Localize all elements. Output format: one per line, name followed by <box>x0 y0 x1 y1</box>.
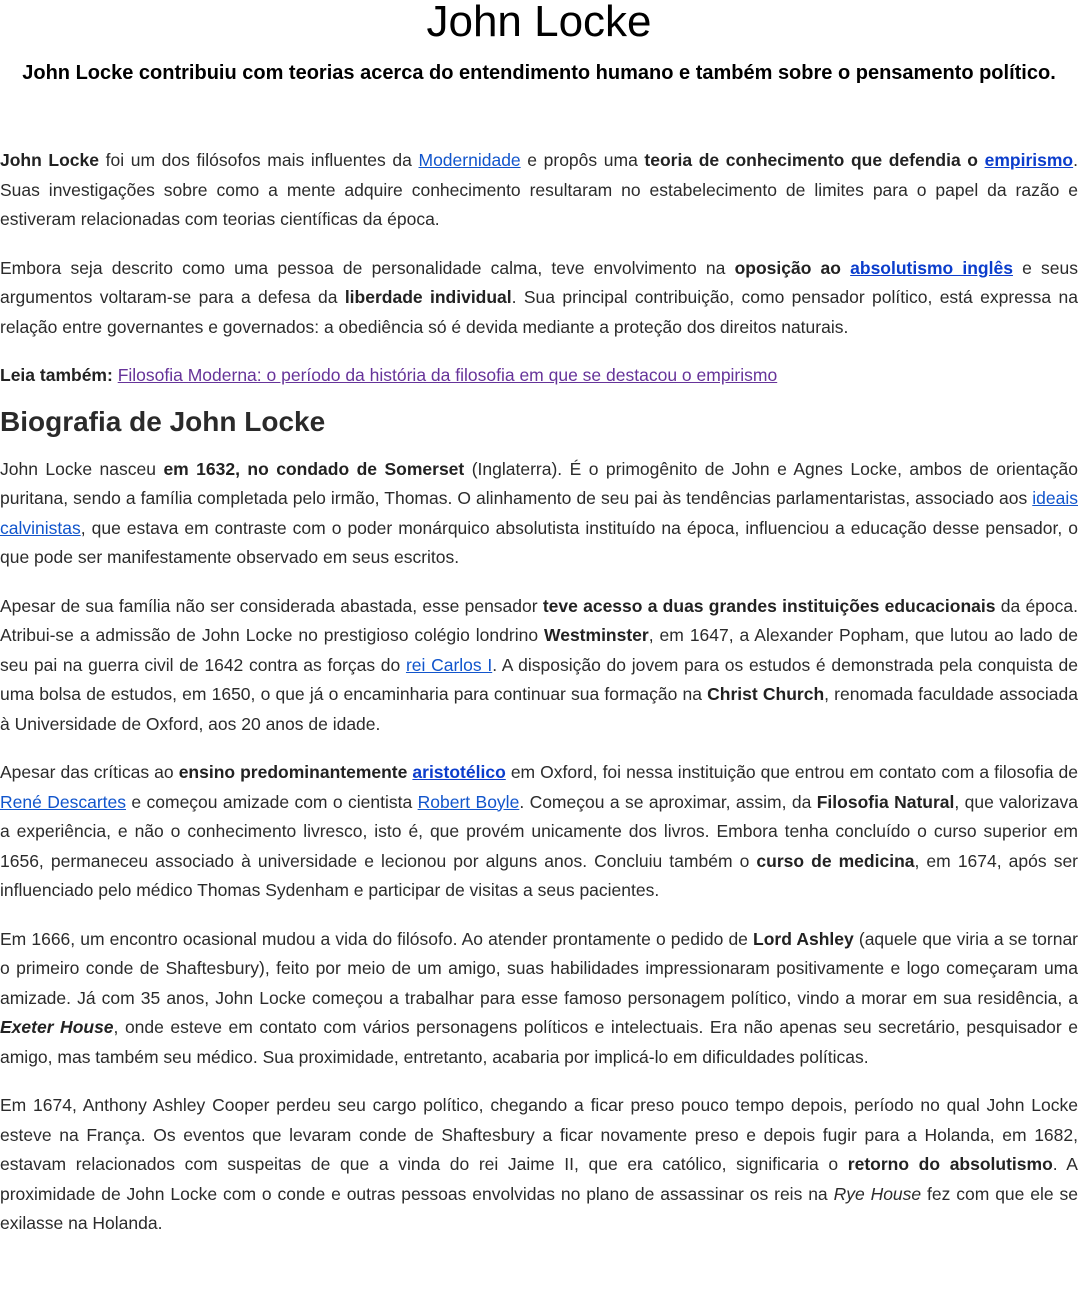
text: e propôs uma <box>520 150 645 170</box>
bold-text: curso de medicina <box>756 850 915 871</box>
link-robert-boyle[interactable]: Robert Boyle <box>417 791 520 812</box>
link-aristotelico[interactable]: aristotélico <box>412 762 506 782</box>
bio-paragraph-5 <box>0 1091 1078 1239</box>
bold-text: teve acesso a duas grandes instituições educacionais <box>542 595 996 616</box>
text: , onde esteve em contato com vários personagens políticos e intelectuais. Era não apenas seu secretário, pesquisador e amigo, mas também seu médico. Sua proximidade, entretanto, acabaria por implicá-lo em dificuldades políticas. <box>0 1017 1078 1067</box>
intro-paragraph-2 <box>0 254 1078 343</box>
text: e seus argumentos voltaram-se para a defesa da <box>0 257 1078 307</box>
text: Apesar das críticas ao <box>0 762 179 782</box>
text: , que valorizava a experiência, e não o conhecimento livresco, isto é, que provém unicamente dos livros. Embora tenha concluído o curso superior em 1656, permaneceu associado à universidade e lecionou por alguns anos. Concluiu também o <box>0 791 1078 871</box>
bold-text: Westminster <box>544 625 649 645</box>
link-empirismo[interactable]: empirismo <box>984 150 1074 170</box>
bold-text: Christ Church <box>707 684 825 704</box>
section-heading-biografia: Biografia de John Locke <box>0 405 326 437</box>
text: (Inglaterra). É o primogênito de John e Agnes Locke, ambos de orientação puritana, sendo a família completada pelo irmão, Thomas. O alinhamento de seu pai às tendências parlamentaristas, associado aos <box>0 458 1078 508</box>
bold-text: liberdade individual <box>344 287 512 307</box>
bio-paragraph-1 <box>0 455 1078 573</box>
read-also-label: Leia também: <box>0 365 113 385</box>
bold-text: teoria de conhecimento que defendia o <box>644 150 985 170</box>
text: da época. Atribui-se a admissão de John Locke no prestigioso colégio londrino <box>0 595 1078 645</box>
link-absolutismo-ingles[interactable]: absolutismo inglês <box>850 257 1013 278</box>
bio-paragraph-4 <box>0 925 1078 1073</box>
link-rene-descartes[interactable]: René Descartes <box>0 791 126 812</box>
bold-text: Lord Ashley <box>753 928 854 949</box>
text: . Suas investigações sobre como a mente adquire conhecimento resultaram no estabelecimento de limites para o papel da razão e estiveram relacionadas com teorias científicas da época. <box>0 150 1078 229</box>
bold-text: Filosofia Natural <box>816 791 955 812</box>
text: Apesar de sua família não ser considerada abastada, esse pensador <box>0 595 543 616</box>
page-title: John Locke <box>426 0 652 46</box>
italic-text: Exeter House <box>0 1017 114 1037</box>
bold-text: em 1632, no condado de Somerset <box>163 458 465 479</box>
text: Embora seja descrito como uma pessoa de personalidade calma, teve envolvimento na <box>0 257 735 278</box>
text: fez com que ele se exilasse na Holanda. <box>0 1183 1078 1233</box>
link-rei-carlos-i[interactable]: rei Carlos I <box>405 654 493 675</box>
text: (aquele que viria a se tornar o primeiro conde de Shaftesbury), feito por meio de um amigo, suas habilidades impressionaram positivamente e logo começaram uma amizade. Já com 35 anos, John Locke começou a trabalhar para esse famoso personagem político, vindo a morar em sua residência, a <box>0 928 1078 1008</box>
link-ideais-calvinistas[interactable]: ideais calvinistas <box>0 488 1078 538</box>
text: em Oxford, foi nessa instituição que entrou em contato com a filosofia de <box>505 762 1078 782</box>
text: , em 1674, após ser influenciado pelo médico Thomas Sydenham e participar de visitas a seus pacientes. <box>0 850 1078 900</box>
text: . Sua principal contribuição, como pensador político, está expressa na relação entre governantes e governados: a obediência só é devida mediante a proteção dos direitos naturais. <box>0 287 1078 337</box>
text: . Começou a se aproximar, assim, da <box>519 791 817 812</box>
italic-text: Rye House <box>833 1183 922 1204</box>
link-modernidade[interactable]: Modernidade <box>418 150 521 170</box>
text: John Locke nasceu <box>0 458 164 479</box>
text: , que estava em contraste com o poder monárquico absolutista instituído na época, influenciou a educação desse pensador, o que pode ser manifestamente observado em seus escritos. <box>0 517 1078 567</box>
bold-text: ensino predominantemente <box>178 762 413 782</box>
text: Em 1674, Anthony Ashley Cooper perdeu seu cargo político, chegando a ficar preso pouco tempo depois, período no qual John Locke esteve na França. Os eventos que levaram conde de Shaftesbury a ficar novamente preso e depois fugir para a Holanda, em 1682, estavam relacionados com suspeitas de que a vinda do rei Jaime II, que era católico, significaria o <box>0 1095 1078 1174</box>
article-body <box>0 146 1078 1239</box>
bio-paragraph-3 <box>0 758 1078 906</box>
page-subtitle: John Locke contribuiu com teorias acerca do entendimento humano e também sobre o pensamento político. <box>22 62 1056 84</box>
text: . A disposição do jovem para os estudos é demonstrada pela conquista de uma bolsa de estudos, em 1650, o que já o encaminharia para continuar sua formação na <box>0 654 1078 704</box>
intro-paragraph-1 <box>0 146 1078 235</box>
bold-italic-text <box>0 1017 114 1037</box>
text: , em 1647, a Alexander Popham, que lutou ao lado de seu pai na guerra civil de 1642 contra as forças do <box>0 625 1078 675</box>
link-filosofia-moderna[interactable]: Filosofia Moderna: o período da história da filosofia em que se destacou o empirismo <box>117 365 778 385</box>
text: Em 1666, um encontro ocasional mudou a vida do filósofo. Ao atender prontamente o pedido de <box>0 928 754 949</box>
read-also <box>0 361 1078 391</box>
text: . A proximidade de John Locke com o conde e outras pessoas envolvidas no plano de assassinar os reis na <box>0 1154 1078 1204</box>
bold-text: oposição ao <box>734 257 851 278</box>
bold-text: John Locke <box>0 150 99 170</box>
text: , renomada faculdade associada à Universidade de Oxford, aos 20 anos de idade. <box>0 684 1078 734</box>
bio-paragraph-2 <box>0 592 1078 740</box>
text: foi um dos filósofos mais influentes da <box>99 150 419 170</box>
bold-text: retorno do absolutismo <box>847 1154 1053 1174</box>
text: e começou amizade com o cientista <box>126 791 418 812</box>
